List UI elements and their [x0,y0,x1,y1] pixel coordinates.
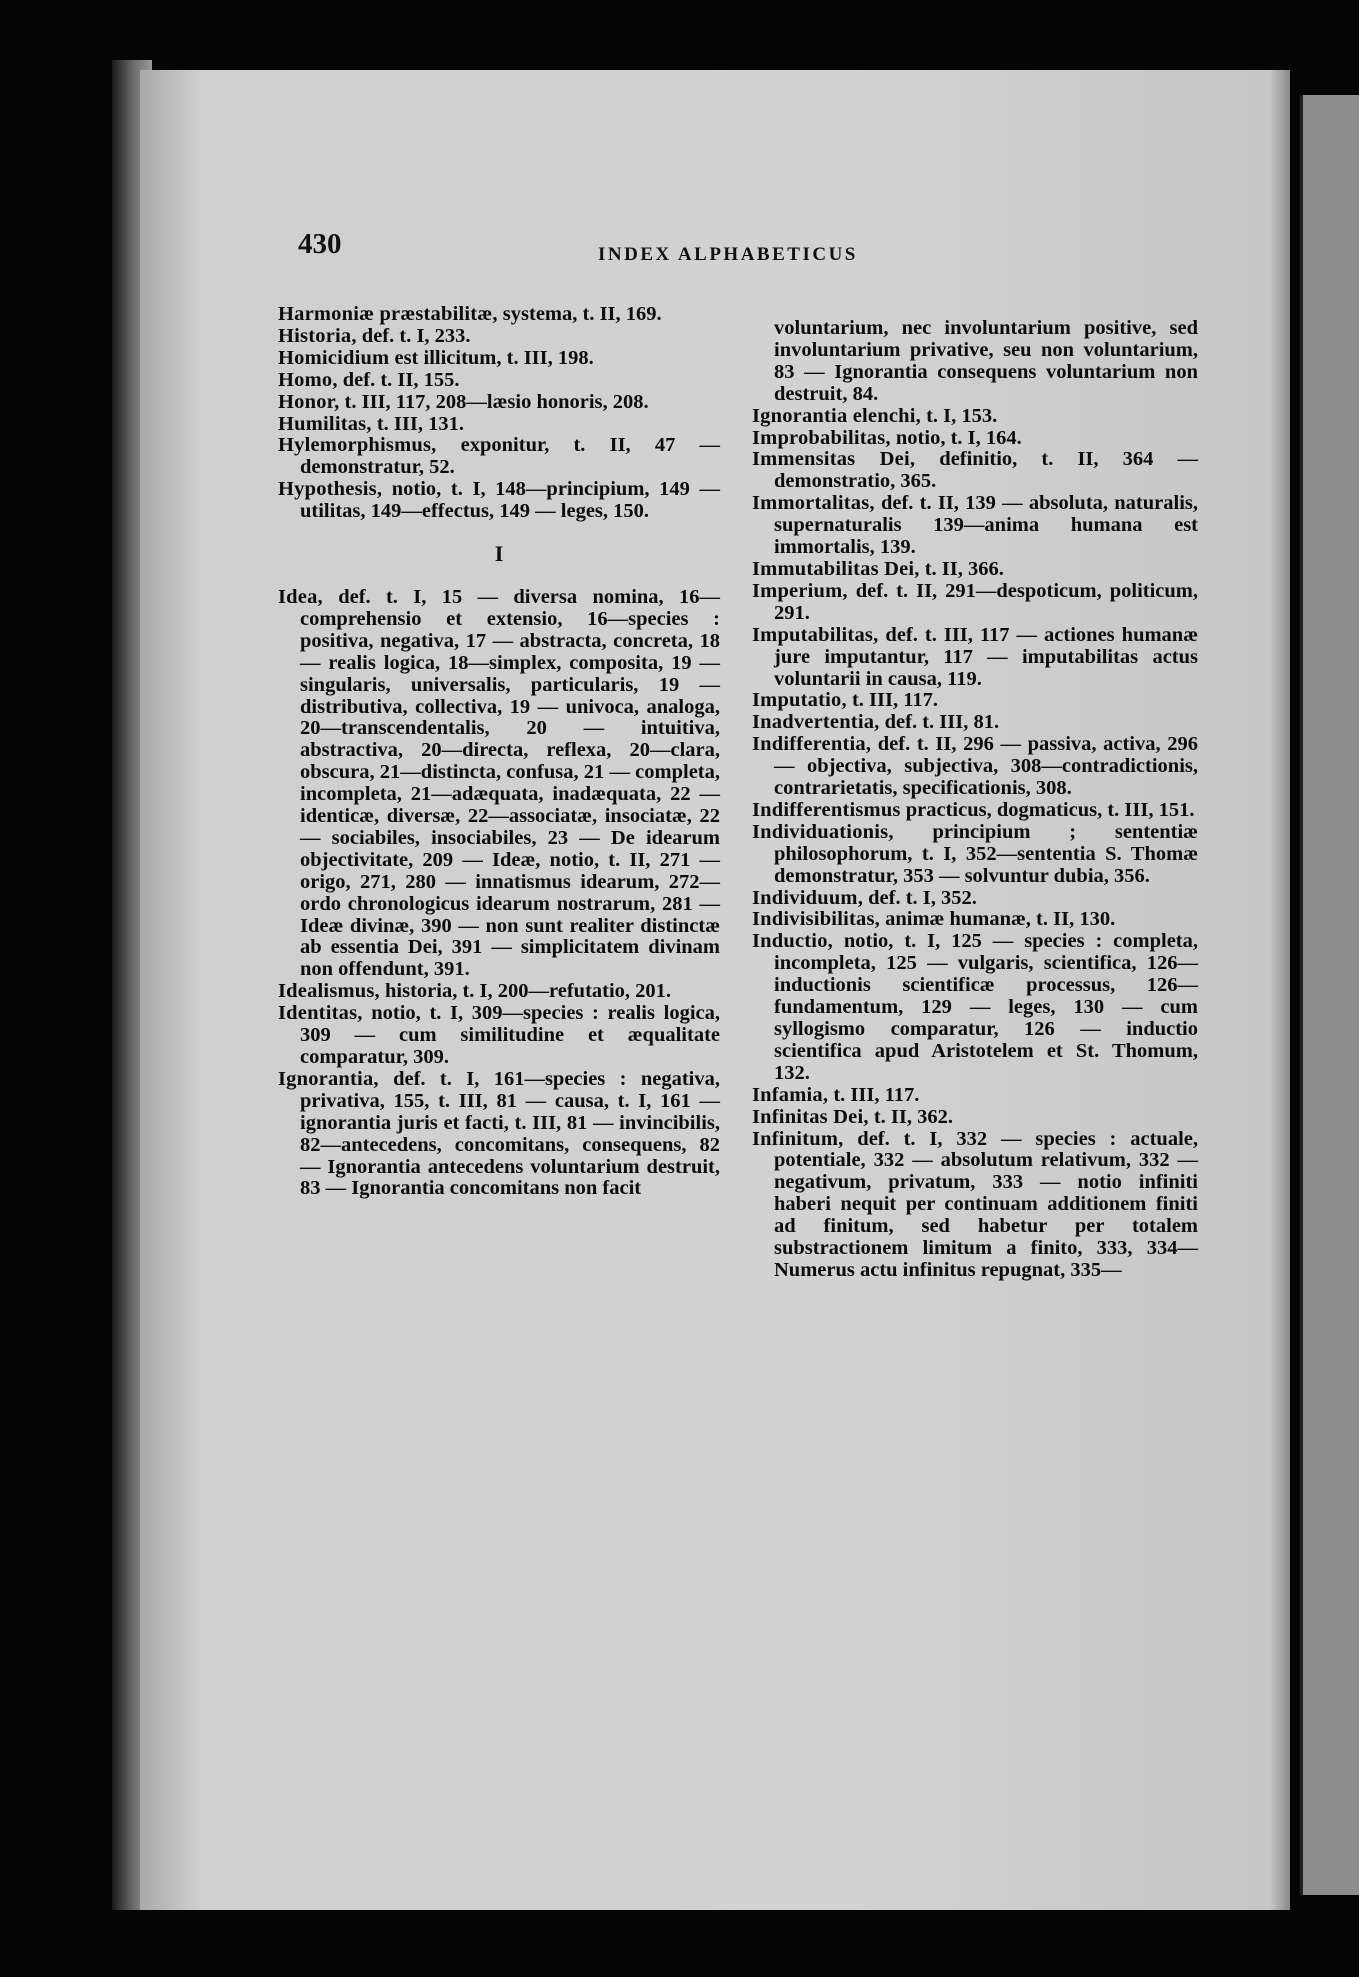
index-headword: Infinitas Dei, [752,1105,869,1128]
index-headword: Ignorantia elenchi, [752,404,921,427]
index-headword: Immutabilitas Dei, [752,557,920,580]
index-references: notio, t. I, 125 — species : completa, incompleta, 125 — vulgaris, scientifica, 126—inductionis scientificæ processus, 126—fundamentum, 129 — leges, 130 — cum syllogismo comparatur, 126 — inductio scientifica apud Aristotelem et St. Thomum, 132. [774,930,1198,1084]
index-entry [278,370,720,392]
index-headword: Individuationis, [752,820,894,843]
running-title: INDEX ALPHABETICUS [598,244,858,265]
index-headword: Idealismus, [278,980,380,1003]
index-entry [752,428,1198,450]
index-references: t. III, 117. [846,689,938,712]
index-headword: Harmoniæ præstabilitæ, [278,303,498,325]
index-headword: Identitas, [278,1002,363,1025]
index-entry [752,559,1198,581]
index-entry [752,734,1198,800]
index-entry [278,587,720,981]
index-references: def. t. II, 139 — absoluta, naturalis, supernaturalis 139—anima humana est immortalis, 139. [774,492,1198,559]
index-headword: Inductio, [752,930,833,953]
index-entry [278,304,720,326]
index-entry [752,888,1198,910]
index-headword: Indifferentismus [752,798,901,821]
index-references: animæ humanæ, t. II, 130. [879,908,1116,931]
index-headword: Honor, [278,390,340,413]
index-references: def. t. I, 233. [356,324,471,347]
index-references: def. t. II, 155. [337,368,460,391]
index-references: def. t. III, 117 — actiones humanæ jure imputantur, 117 — imputabilitas actus voluntarii in causa, 119. [774,623,1198,690]
index-headword: Ignorantia, [278,1067,379,1090]
index-references: historia, t. I, 200—refutatio, 201. [379,980,672,1003]
index-entry [278,479,720,523]
index-headword: Immortalitas, [752,492,875,515]
index-entry [752,800,1198,822]
index-references: def. t. I, 15 — diversa nomina, 16—comprehensio et extensio, 16—species : positiva, negativa, 17 — abstracta, concreta, 18 — realis logica, 18—simplex, composita, 19 —singularis, universalis, particularis, 19 — distributiva, collectiva, 19 — univoca, analoga, 20—transcendentalis, 20 — intuitiva, abstractiva, 20—directa, reflexa, 20—clara, obscura, 21—distincta, confusa, 21 — completa, incompleta, 21—adæquata, inadæquata, 22 — identicæ, diversæ, 22—associatæ, insociatæ, 22 — sociabiles, insociabiles, 23 — De idearum objectivitate, 209 — Ideæ, notio, t. II, 271 — origo, 271, 280 — innatismus idearum, 272—ordo chronologicus idearum nostrarum, 281 — Ideæ divinæ, 390 — non sunt realiter distinctæ ab essentia Dei, 391 — simplicitatem divinam non offendunt, 391. [300,585,720,981]
index-entry [752,931,1198,1084]
index-entry [752,822,1198,888]
index-references: def. t. II, 296 — passiva, activa, 296 — objectiva, subjectiva, 308—contradictionis, contrarietatis, specificationis, 308. [774,733,1198,800]
index-entry [278,326,720,348]
index-references: def. t. II, 291—despoticum, politicum, 291. [774,579,1198,624]
index-headword: Imputabilitas, [752,623,879,646]
index-headword: Indifferentia, [752,733,872,756]
index-entry [278,414,720,436]
index-references: def. t. I, 332 — species : actuale, potentiale, 332 — absolutum relativum, 332 — negativum, privatum, 333 — notio infiniti haberi nequit per continuam additionem finiti ad finitum, sed habetur per totalem substractionem limitum a finito, 333, 334—Numerus actu infinitus repugnat, 335— [774,1127,1198,1281]
index-entry [752,1129,1198,1282]
index-references: notio, t. I, 164. [890,426,1022,449]
index-references: practicus, dogmaticus, t. III, 151. [900,798,1195,821]
index-headword: Imputatio, [752,689,847,712]
index-references: definitio, t. II, 364 — demonstratio, 365. [774,448,1198,493]
left-column [278,304,720,1200]
index-headword: Inadvertentia, [752,711,880,734]
index-headword: Hylemorphismus, [278,434,437,457]
index-entry [752,581,1198,625]
index-headword: Homicidium [278,346,390,369]
index-entry [278,1003,720,1069]
index-entry [752,1107,1198,1129]
index-references: t. III, 117. [828,1083,920,1106]
index-references: t. I, 153. [920,404,998,427]
right-column [752,318,1198,1282]
index-references: def. t. III, 81. [879,711,1000,734]
index-entry [752,712,1198,734]
index-entry [752,909,1198,931]
index-entry [752,449,1198,493]
index-references: t. II, 366. [919,557,1004,580]
facing-page-edge [1300,95,1359,1895]
index-references: est illicitum, t. III, 198. [389,346,594,369]
index-references: def. t. I, 352. [863,886,977,909]
index-references: exponitur, t. II, 47 — demonstratur, 52. [300,434,720,479]
index-entry [278,435,720,479]
index-headword: Immensitas Dei, [752,448,916,471]
index-headword: Homo, [278,368,338,391]
index-entry [752,625,1198,691]
index-entry [278,348,720,370]
index-entry [752,493,1198,559]
section-letter: I [494,541,504,567]
index-references: notio, t. I, 148—principium, 149 — utilitas, 149—effectus, 149 — leges, 150. [300,478,720,523]
continued-entry-text: voluntarium, nec involuntarium positive, sed involuntarium privative, seu non voluntarium, 83 — Ignorantia consequens voluntarium non destruit, 84. [774,317,1198,405]
index-entry [278,981,720,1003]
index-references: notio, t. I, 309—species : realis logica, 309 — cum similitudine et æqualitate comparatur, 309. [300,1002,720,1068]
index-headword: Improbabilitas, [752,426,891,449]
index-headword: Hypothesis, [278,478,383,501]
index-references: t. II, 362. [868,1105,953,1128]
index-entry [752,690,1198,712]
index-references: systema, t. II, 169. [497,303,662,325]
index-headword: Infinitum, [752,1127,844,1150]
index-headword: Indivisibilitas, [752,908,880,931]
index-headword: Idea, [278,585,323,608]
index-references: t. III, 117, 208—læsio honoris, 208. [339,390,649,413]
index-entry [752,1085,1198,1107]
index-entry [278,1069,720,1200]
index-headword: Humilitas, [278,412,372,435]
page-number: 430 [298,228,342,260]
index-headword: Imperium, [752,579,848,602]
index-references: t. III, 131. [371,412,464,435]
index-references: def. t. I, 161—species : negativa, privativa, 155, t. III, 81 — causa, t. I, 161 — ignorantia juris et facti, t. III, 81 — invincibilis, 82—antecedens, concomitans, consequens, 82 — Ignorantia antecedens voluntarium destruit, 83 — Ignorantia concomitans non facit [300,1067,720,1200]
page-header [298,228,938,268]
index-headword: Individuum, [752,886,864,909]
index-headword: Historia, [278,324,357,347]
index-entry [752,406,1198,428]
index-headword: Infamia, [752,1083,829,1106]
index-entry [278,392,720,414]
index-references: principium ; sententiæ philosophorum, t. I, 352—sententia S. Thomæ demonstratur, 353 — solvuntur dubia, 356. [774,820,1198,887]
